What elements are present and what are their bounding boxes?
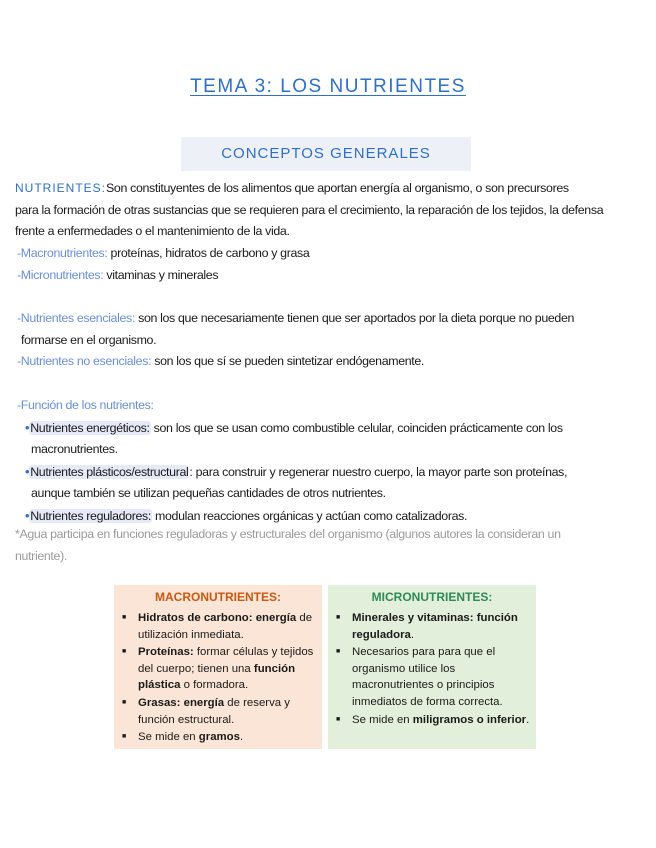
definition-line-2: para la formación de otras sustancias que se requieren para el crecimiento, la reparación de los tejidos, la defensa <box>15 202 604 217</box>
classification-list <box>17 243 617 286</box>
esenciales-block <box>17 308 617 373</box>
esenciales-line-2: formarse en el organismo. <box>21 332 157 347</box>
bullet-icon: • <box>25 507 30 523</box>
list-item: ■ Proteínas: formar células y tejidos del cuerpo; tienen una función plástica o formadora. <box>122 644 318 694</box>
reguladores-line: •Nutrientes reguladores: modulan reacciones orgánicas y actúan como catalizadoras. <box>25 507 468 523</box>
comparison-boxes <box>114 585 536 749</box>
nutrientes-term: NUTRIENTES: <box>15 181 107 195</box>
section-heading: CONCEPTOS GENERALES <box>181 137 471 171</box>
bullet-icon: • <box>25 463 30 479</box>
list-item: ■ Se mide en gramos. <box>122 729 318 746</box>
nutrientes-definition <box>15 178 615 243</box>
micronutrientes-box <box>328 585 536 749</box>
plasticos-label: Nutrientes plásticos/estructural <box>30 464 189 479</box>
esenciales-label: Nutrientes esenciales: <box>20 311 135 325</box>
agua-note-line-1: *Agua participa en funciones reguladoras y estructurales del organismo (algunos autores la consideran un <box>15 527 561 541</box>
page-title-text: TEMA 3: LOS NUTRIENTES <box>190 76 466 97</box>
list-item: ■ Hidratos de carbono: energía de utilización inmediata. <box>122 610 318 643</box>
list-item: ■ Se mide en miligramos o inferior. <box>336 712 532 729</box>
page-title <box>0 76 656 98</box>
reguladores-label: Nutrientes reguladores: <box>30 508 151 523</box>
micronutrientes-line: -Micronutrientes: vitaminas y minerales <box>17 267 219 282</box>
plasticos-line-2: aunque también se utilizan pequeñas cantidades de otros nutrientes. <box>31 486 386 500</box>
micronutrientes-list <box>328 610 536 728</box>
no-esenciales-label: Nutrientes no esenciales: <box>20 354 152 368</box>
funcion-block <box>17 395 617 527</box>
energeticos-line: •Nutrientes energéticos: son los que se usan como combustible celular, coinciden prácticamente con los <box>25 419 563 435</box>
macronutrientes-box <box>114 585 322 749</box>
definition-line-3: frente a enfermedades o el mantenimiento de la vida. <box>15 224 290 238</box>
list-item: ■ Grasas: energía de reserva y función estructural. <box>122 695 318 728</box>
macronutrientes-label: Macronutrientes: <box>20 246 108 260</box>
list-item: ■ Minerales y vitaminas: función reguladora. <box>336 610 532 643</box>
micronutrientes-box-title: MICRONUTRIENTES: <box>371 590 493 604</box>
definition-line-1: Son constituyentes de los alimentos que aportan energía al organismo, o son precursores <box>106 181 569 195</box>
bullet-icon: • <box>25 419 30 435</box>
esenciales-line-1: -Nutrientes esenciales: son los que necesariamente tienen que ser aportados por la dieta porque no pueden <box>17 311 575 325</box>
agua-note <box>15 524 615 567</box>
funcion-heading: -Función de los nutrientes: <box>17 398 154 412</box>
macronutrientes-line: -Macronutrientes: proteínas, hidratos de carbono y grasa <box>17 246 310 260</box>
energeticos-line-2: macronutrientes. <box>31 442 118 456</box>
no-esenciales-line: -Nutrientes no esenciales: son los que sí se pueden sintetizar endógenamente. <box>17 354 425 368</box>
agua-note-line-2: nutriente). <box>15 548 67 563</box>
macronutrientes-list <box>114 610 322 746</box>
micronutrientes-label: Micronutrientes: <box>20 267 104 282</box>
macronutrientes-box-title: MACRONUTRIENTES: <box>155 590 281 604</box>
energeticos-label: Nutrientes energéticos: <box>30 420 150 435</box>
list-item: ■ Necesarios para para que el organismo utilice los macronutrientes o principios inmediatos de forma correcta. <box>336 644 532 710</box>
plasticos-line: •Nutrientes plásticos/estructural: para construir y regenerar nuestro cuerpo, la mayor parte son proteínas, <box>25 463 568 479</box>
